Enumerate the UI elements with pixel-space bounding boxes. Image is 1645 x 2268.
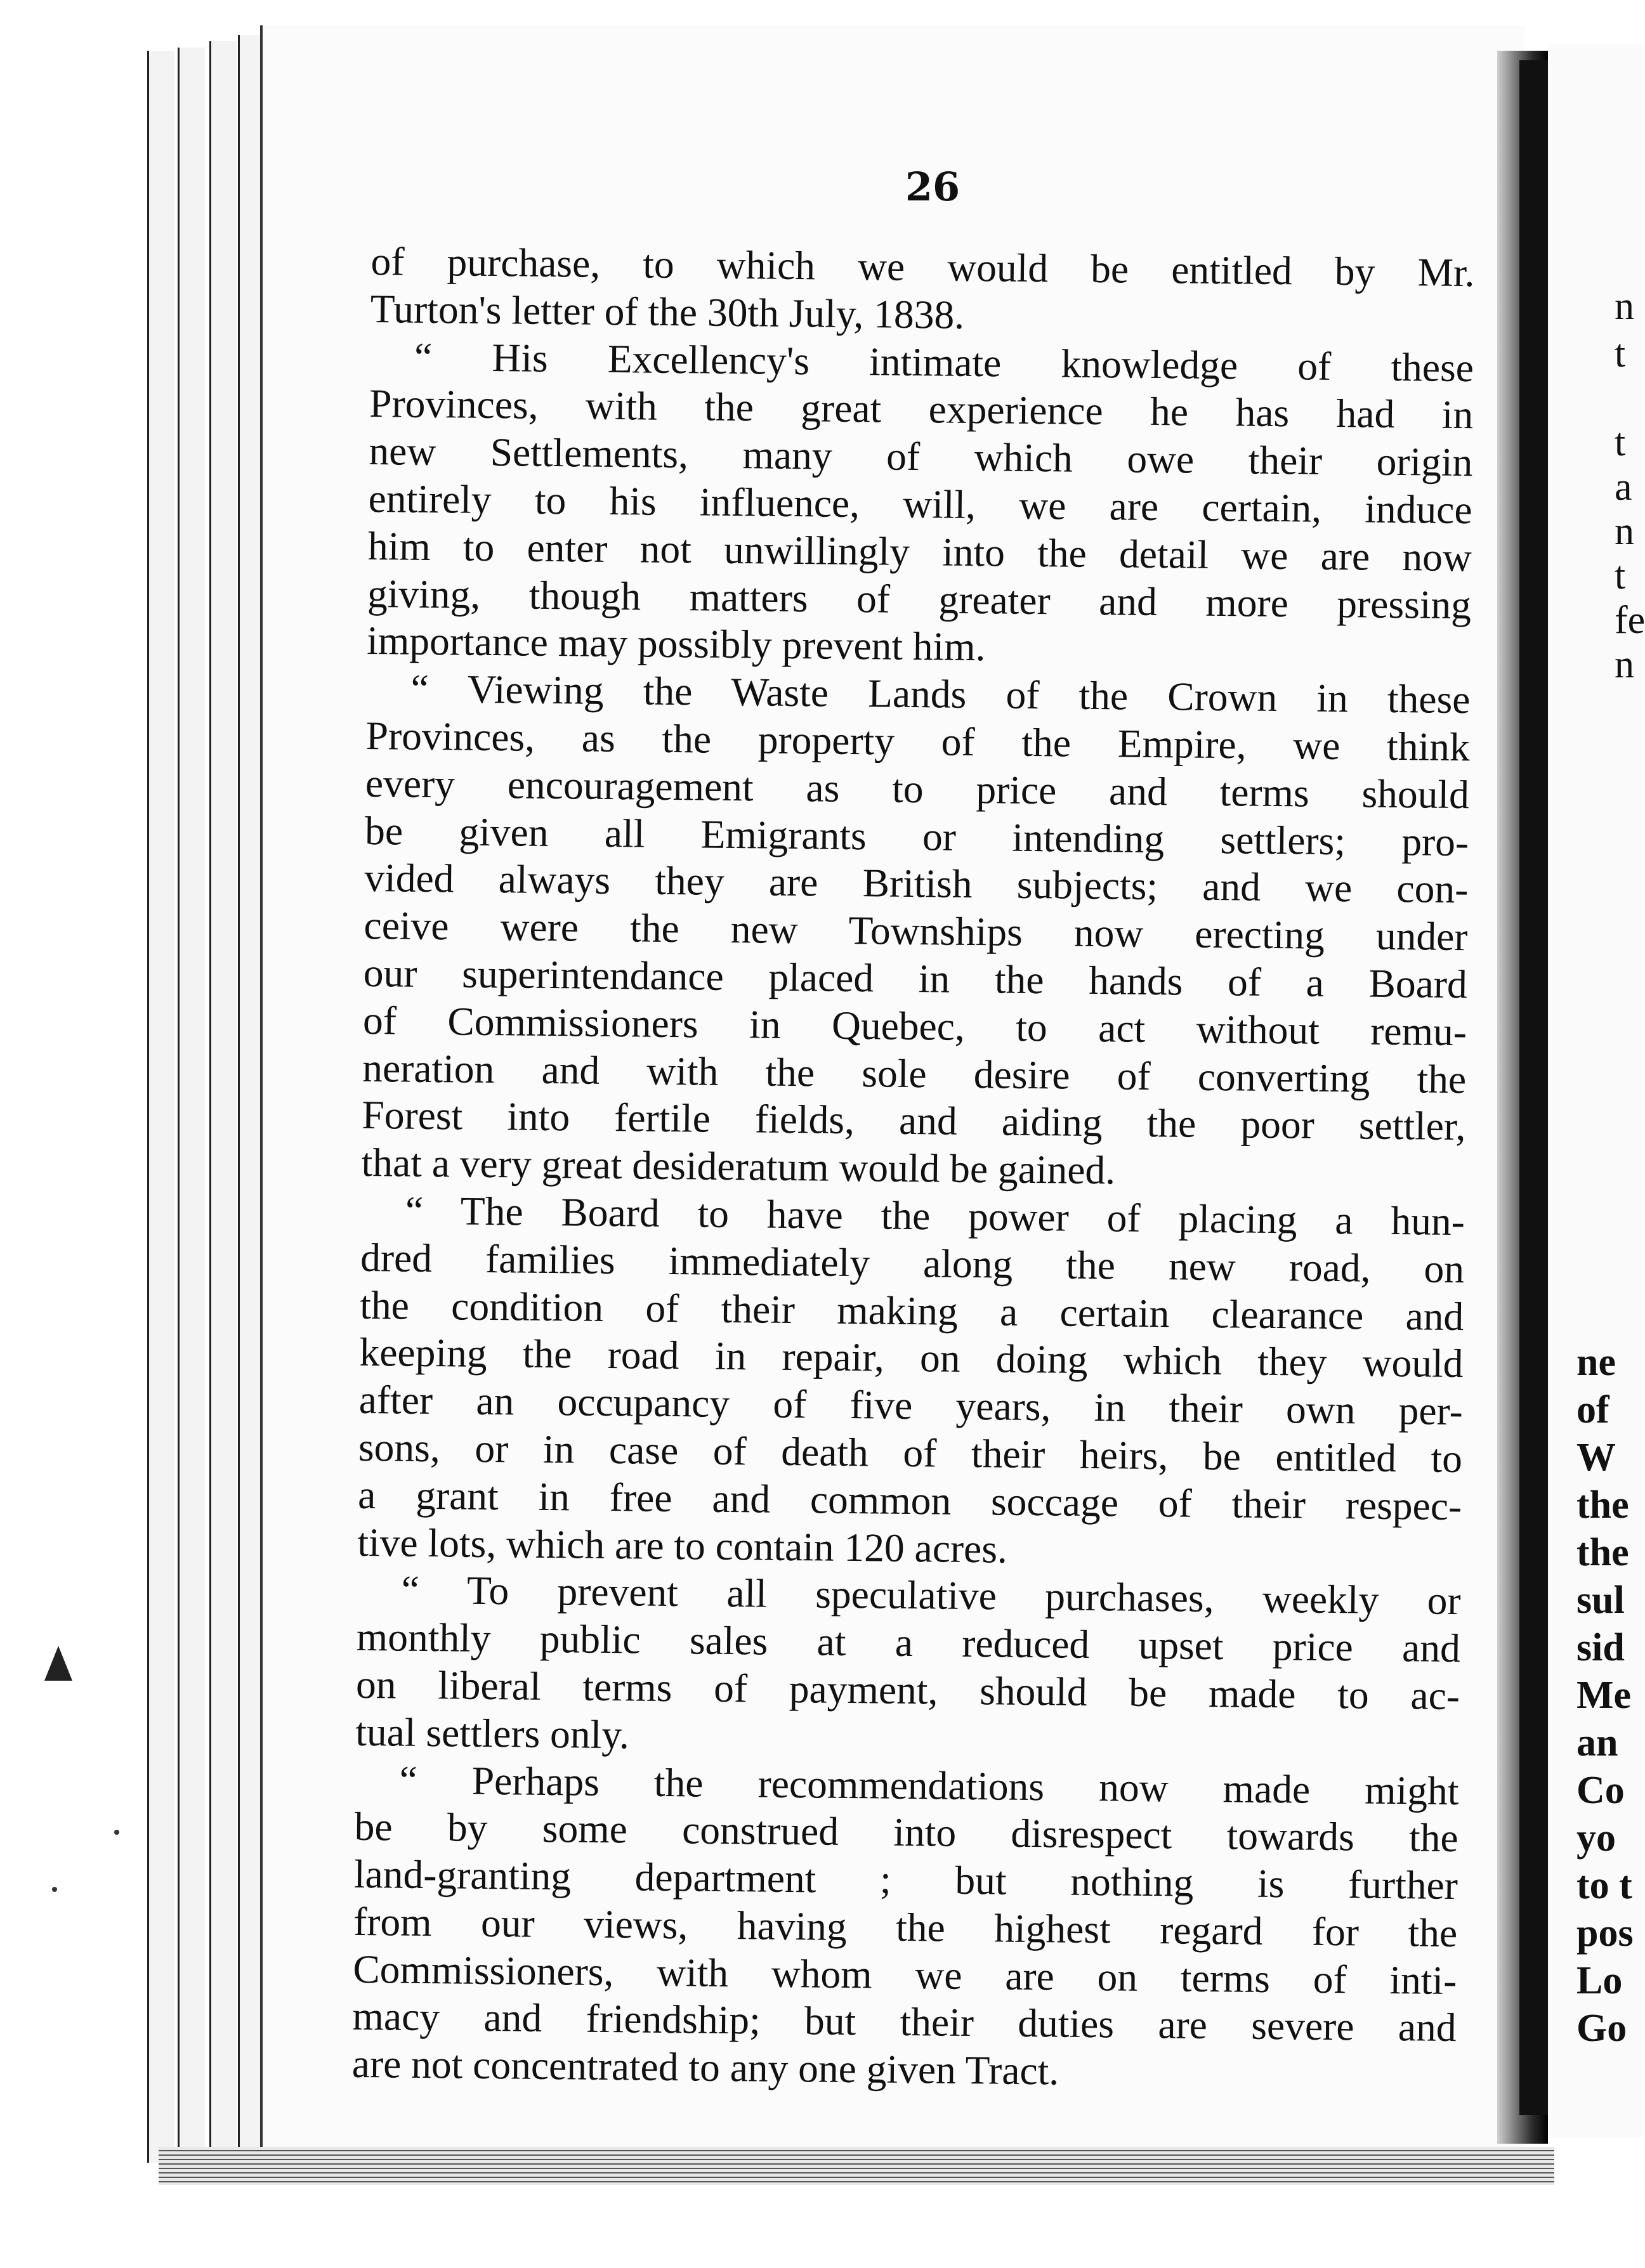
text-line: keeping the road in repair, on doing which they would [359, 1329, 1464, 1386]
text-line: neration and with the sole desire of converting the [362, 1045, 1467, 1102]
text-line: him to enter not unwillingly into the detail we are now [367, 523, 1472, 580]
facing-page-fragment: a [1615, 466, 1632, 509]
text-line: Provinces, as the property of the Empire, we think [365, 712, 1471, 770]
text-line: monthly public sales at a reduced upset price and [356, 1613, 1461, 1671]
text-line: on liberal terms of payment, should be made to ac- [355, 1661, 1460, 1719]
text-line: are not concentrated to any one given Tract. [351, 2041, 1059, 2094]
text-line: entirely to his influence, will, we are certain, induce [368, 475, 1472, 533]
margin-mark [44, 1646, 72, 1681]
text-line: ceive were the new Townships now erecting under [364, 903, 1468, 960]
text-line: land-granting department ; but nothing is further [353, 1851, 1458, 1908]
page-edge-strip [178, 48, 205, 2160]
facing-page-fragment: Go [1576, 2007, 1627, 2050]
facing-page-fragment: Lo [1576, 1959, 1623, 2002]
text-line: our superintendance placed in the hands of a Board [363, 949, 1468, 1007]
text-line: importance may possibly prevent him. [366, 618, 986, 670]
page-bottom-edge [159, 2147, 1554, 2185]
text-line: be given all Emigrants or intending settlers; pro- [364, 807, 1469, 864]
text-line: from our views, having the highest regard for the [353, 1898, 1458, 1955]
scan-border-left [0, 0, 152, 2268]
text-line: sons, or in case of death of their heirs, be entitled to [358, 1424, 1463, 1482]
page-edge-strip [209, 41, 237, 2153]
text-line: that a very great desideratum would be gained. [361, 1140, 1116, 1193]
facing-page-fragment: Co [1576, 1769, 1625, 1812]
facing-page-fragment: sid [1576, 1626, 1625, 1669]
facing-page-fragment: t [1615, 332, 1626, 375]
text-line: “ Viewing the Waste Lands of the Crown in these [410, 665, 1471, 722]
facing-page-fragment: the [1576, 1531, 1629, 1574]
facing-page-fragment: n [1615, 285, 1634, 328]
text-line: Forest into fertile fields, and aiding the poor settler, [362, 1092, 1466, 1149]
page-edge-strip [147, 51, 174, 2163]
text-line: Turton's letter of the 30th July, 1838. [370, 285, 965, 337]
text-line: every encouragement as to price and terms should [365, 760, 1470, 817]
facing-page-fragment: n [1615, 643, 1634, 686]
facing-page-fragment: sul [1576, 1579, 1625, 1622]
text-line: be by some construed into disrespect towards the [354, 1804, 1459, 1861]
facing-page-fragment: t [1615, 421, 1626, 464]
text-line: “ The Board to have the power of placing a hun- [405, 1187, 1465, 1244]
text-line: “ His Excellency's intimate knowledge of these [414, 334, 1474, 390]
facing-page-fragment: W [1576, 1436, 1616, 1479]
margin-dot [52, 1887, 57, 1892]
text-line: “ Perhaps the recommendations now made might [399, 1757, 1459, 1813]
body-text [351, 238, 1474, 2099]
facing-page-fragment: of [1576, 1388, 1609, 1431]
text-line: Commissioners, with whom we are on terms of inti- [353, 1946, 1457, 2003]
text-line: after an occupancy of five years, in their own per- [358, 1377, 1464, 1434]
facing-page-fragment: fe [1615, 599, 1645, 642]
gutter-dark [1519, 60, 1548, 2115]
facing-page-fragment: pos [1576, 1912, 1634, 1955]
text-line: the condition of their making a certain clearance and [360, 1282, 1464, 1339]
text-line: giving, though matters of greater and more pressing [367, 570, 1472, 627]
facing-page-fragment: the [1576, 1483, 1629, 1527]
facing-page-fragment: yo [1576, 1816, 1616, 1860]
text-line: Provinces, with the great experience he has had in [369, 381, 1474, 438]
text-line: new Settlements, many of which owe their origin [369, 428, 1473, 485]
facing-page-fragment: ne [1576, 1341, 1616, 1384]
text-line: of purchase, to which we would be entitled by Mr. [370, 238, 1475, 296]
facing-page-fragment: to t [1576, 1864, 1632, 1907]
facing-page-fragment: t [1615, 554, 1626, 597]
text-line: of Commissioners in Quebec, to act without remu- [362, 997, 1467, 1054]
text-line: dred families immediately along the new road, on [360, 1234, 1465, 1291]
text-line: tive lots, which are to contain 120 acres. [357, 1519, 1008, 1572]
margin-dot [114, 1830, 119, 1835]
text-line: tual settlers only. [355, 1709, 630, 1757]
text-line: “ To prevent all speculative purchases, weekly or [401, 1567, 1461, 1624]
page-number: 26 [905, 164, 960, 210]
text-line: macy and friendship; but their duties are severe and [352, 1993, 1457, 2050]
facing-page-fragment: an [1576, 1721, 1618, 1764]
text-line: vided always they are British subjects; and we con- [364, 855, 1469, 912]
text-line: a grant in free and common soccage of their respec- [357, 1471, 1462, 1528]
facing-page-fragment: Me [1576, 1674, 1632, 1717]
facing-page-fragment: n [1615, 510, 1634, 553]
